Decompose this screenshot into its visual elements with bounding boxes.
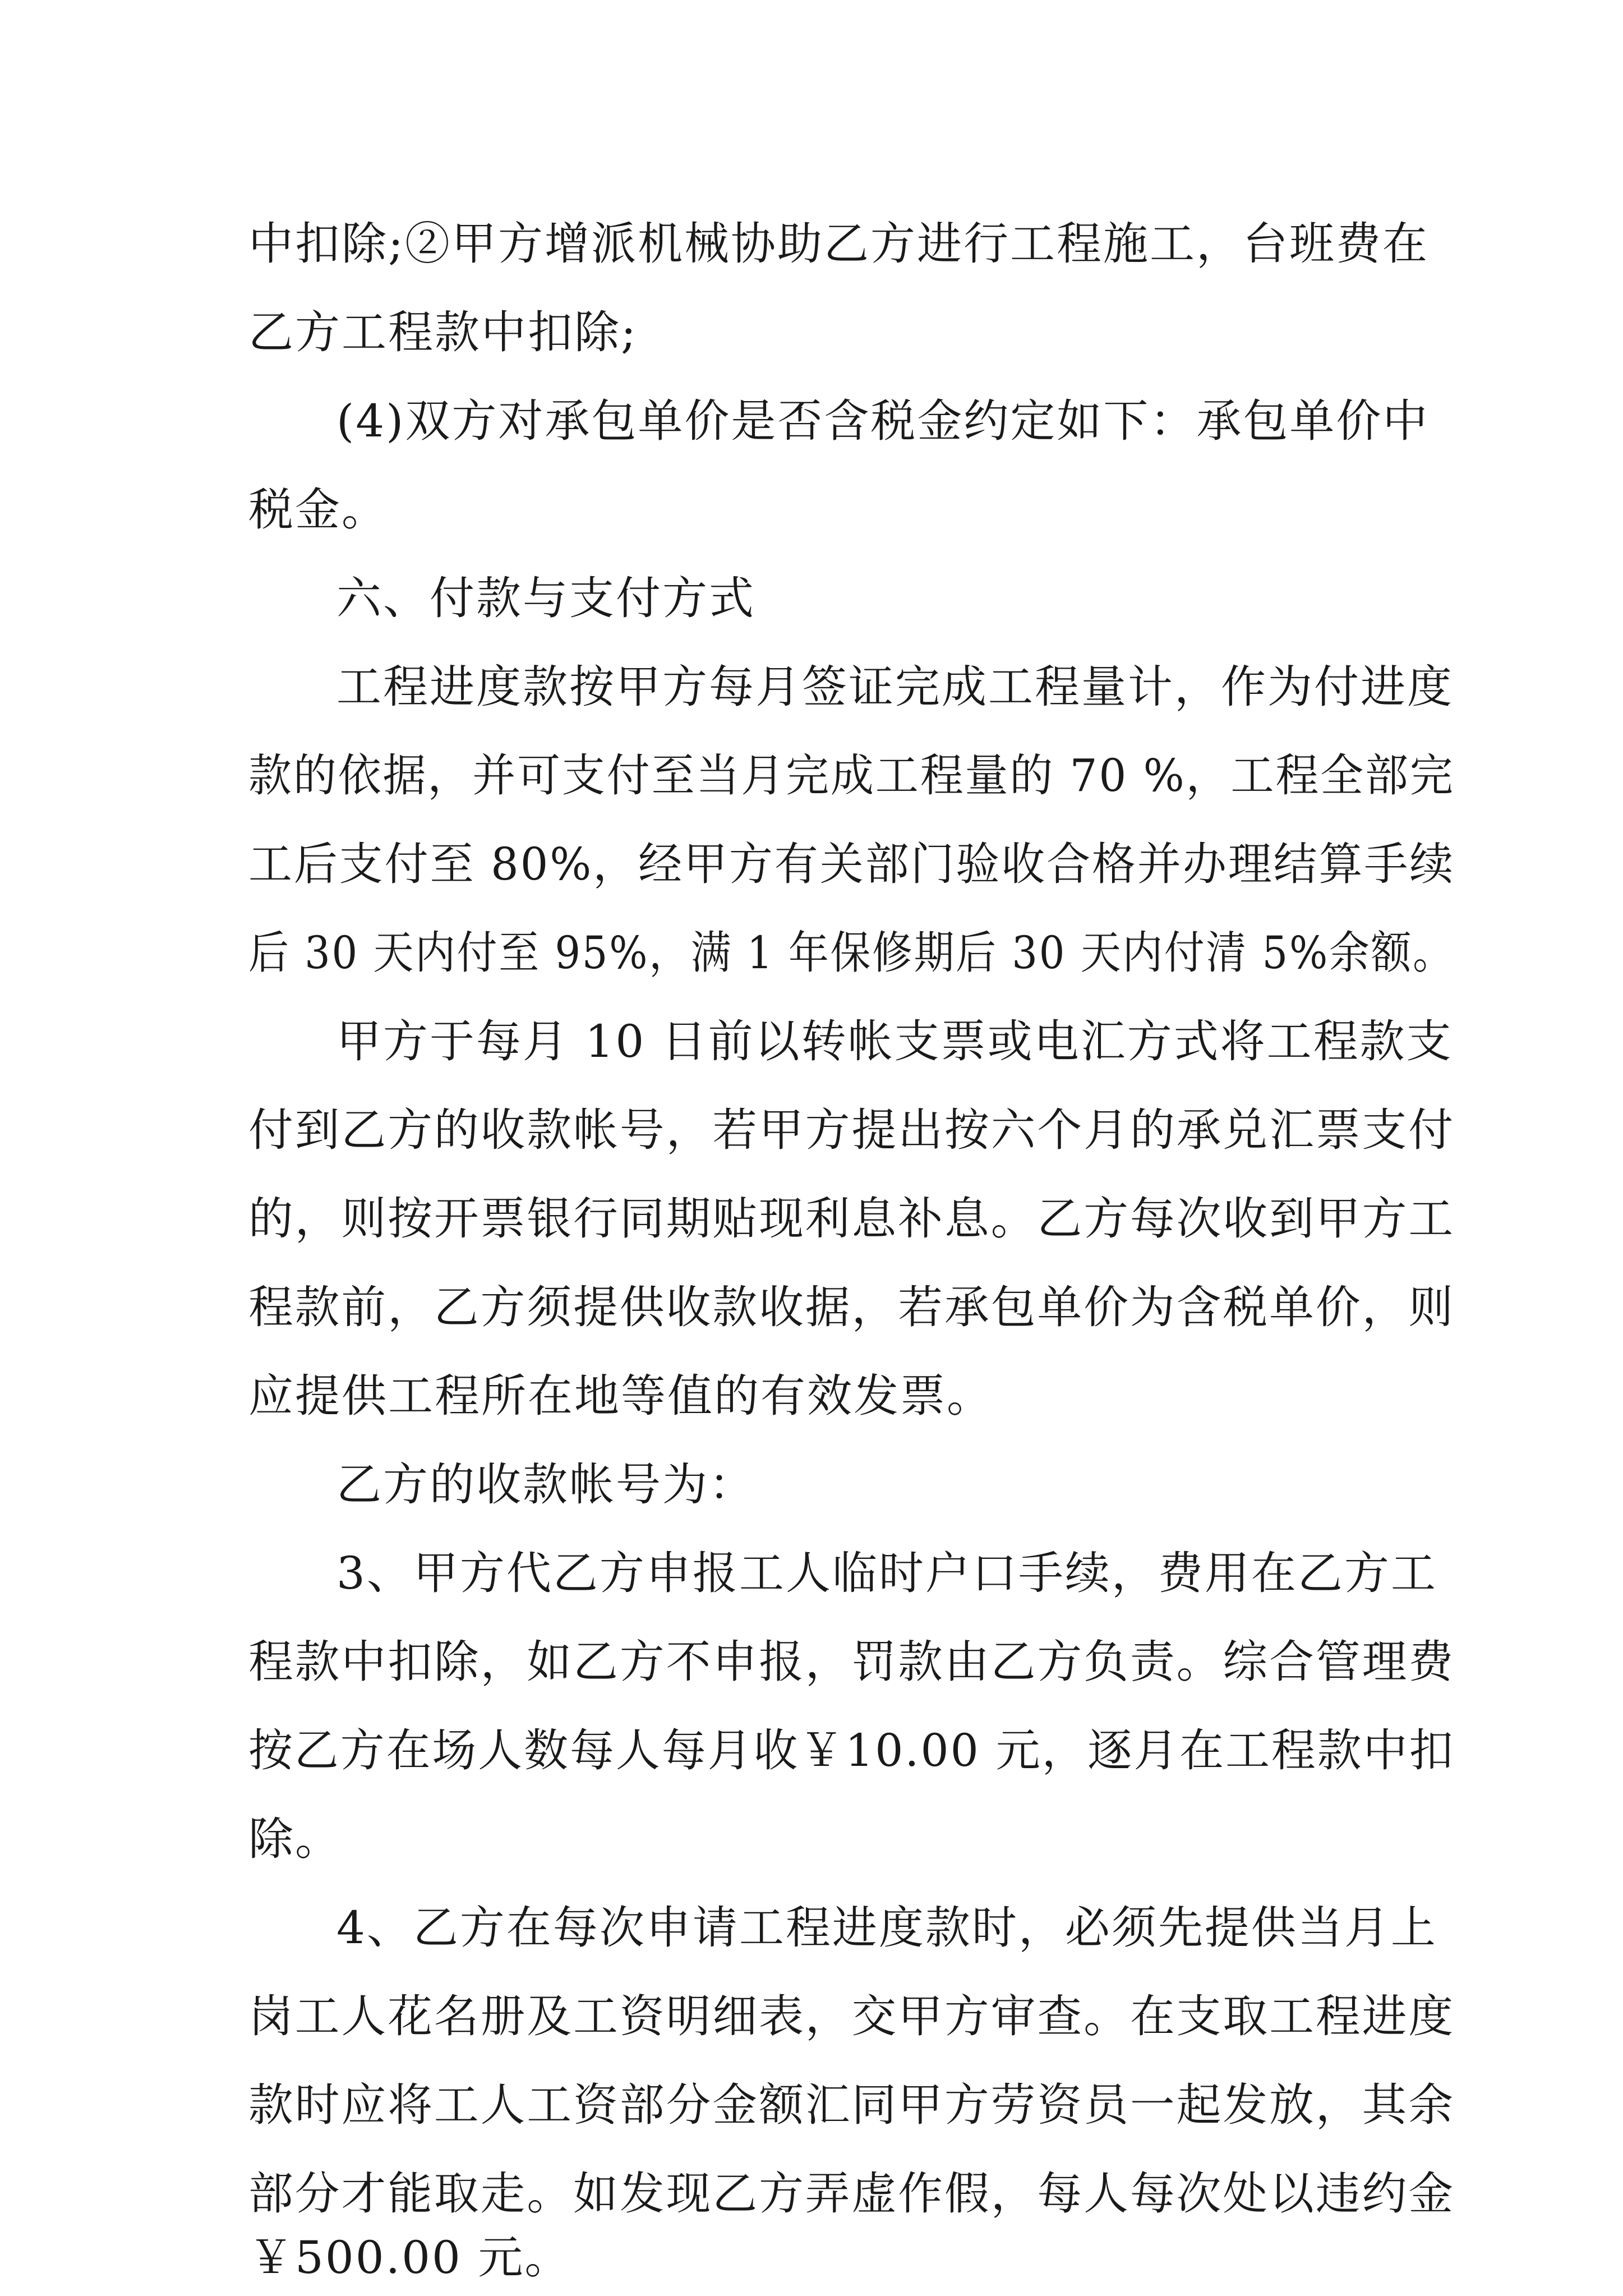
text-line: 中扣除;②甲方增派机械协助乙方进行工程施工，台班费在: [248, 218, 1429, 270]
text-line: 按乙方在场人数每人每月收￥10.00 元，逐月在工程款中扣: [248, 1724, 1455, 1777]
text-line: 程款中扣除，如乙方不申报，罚款由乙方负责。综合管理费: [248, 1636, 1455, 1688]
text-line: 款时应将工人工资部分金额汇同甲方劳资员一起发放，其余: [248, 2079, 1455, 2131]
text-line: 款的依据，并可支付至当月完成工程量的 70 %，工程全部完: [248, 749, 1455, 802]
text-line: 甲方于每月 10 日前以转帐支票或电汇方式将工程款支: [336, 1015, 1453, 1068]
text-line: 4、乙方在每次申请工程进度款时，必须先提供当月上: [336, 1902, 1437, 1954]
text-line: 税金。: [248, 484, 388, 536]
text-line: 程款前，乙方须提供收款收据，若承包单价为含税单价，则: [248, 1281, 1455, 1333]
text-line: 应提供工程所在地等值的有效发票。: [248, 1370, 993, 1422]
text-line: 工后支付至 80%，经甲方有关部门验收合格并办理结算手续: [248, 838, 1455, 890]
text-line: (4)双方对承包单价是否含税金约定如下：承包单价中: [336, 395, 1430, 447]
text-line: 付到乙方的收款帐号，若甲方提出按六个月的承兑汇票支付: [248, 1104, 1455, 1156]
text-line: 部分才能取走。如发现乙方弄虚作假，每人每次处以违约金: [248, 2168, 1455, 2220]
text-line: 3、甲方代乙方申报工人临时户口手续，费用在乙方工: [336, 1547, 1437, 1599]
section-heading: 六、付款与支付方式: [336, 572, 755, 624]
text-line: 乙方的收款帐号为：: [336, 1458, 755, 1511]
text-line: ￥500.00 元。: [248, 2231, 571, 2284]
text-line: 乙方工程款中扣除;: [248, 306, 638, 358]
text-line: 岗工人花名册及工资明细表，交甲方审查。在支取工程进度: [248, 1990, 1455, 2042]
text-line: 后 30 天内付至 95%，满 1 年保修期后 30 天内付清 5%余额。: [248, 927, 1455, 979]
text-line: 除。: [248, 1813, 342, 1865]
text-line: 的，则按开票银行同期贴现利息补息。乙方每次收到甲方工: [248, 1193, 1455, 1245]
text-line: 工程进度款按甲方每月签证完成工程量计，作为付进度: [336, 661, 1454, 713]
